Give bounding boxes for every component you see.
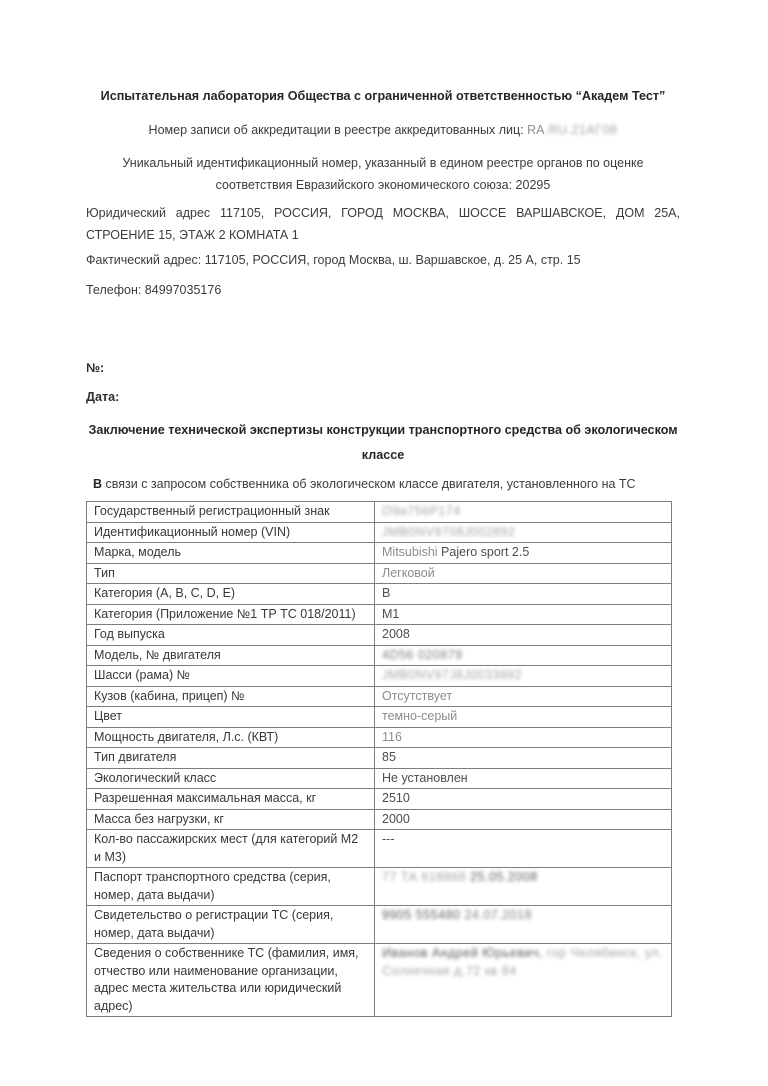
redacted-value: 4D56 020879 [382,647,463,662]
table-row-unladen-mass [87,809,672,830]
row-label: Разрешенная максимальная масса, кг [87,789,375,810]
unique-id-line1: Уникальный идентификационный номер, указанный в едином реестре органов по оценке [122,156,644,170]
row-value [375,584,672,605]
table-row-power [87,727,672,748]
row-value [375,666,672,687]
redacted-value: JMB0NV97J8J0033892 [382,668,523,682]
row-label: Свидетельство о регистрации ТС (серия, номер, дата выдачи) [87,906,375,944]
table-row-registration-cert [87,906,672,944]
row-value [375,789,672,810]
value: М1 [382,606,400,621]
row-value [375,748,672,769]
row-value [375,502,672,523]
value: 2000 [382,811,410,826]
value: Отсутствует [382,688,453,703]
table-row-vin [87,522,672,543]
redacted-value: JMB0NV9708J002892 [382,524,516,539]
row-value [375,830,672,868]
row-label: Кузов (кабина, прицеп) № [87,686,375,707]
intro-paragraph [86,476,680,492]
redacted-value: Иванов Андрей Юрьевич, [382,946,543,960]
row-label: Шасси (рама) № [87,666,375,687]
table-row-color [87,707,672,728]
value: --- [382,832,395,846]
row-value [375,809,672,830]
row-value [375,645,672,666]
table-row-passenger-seats [87,830,672,868]
table-row-engine-number [87,645,672,666]
value-part: Mitsubishi [382,545,442,559]
row-value [375,563,672,584]
table-row-body [87,686,672,707]
table-row-reg-plate [87,502,672,523]
table-row-max-mass [87,789,672,810]
value: В [382,586,391,600]
table-row-make-model [87,543,672,564]
legal-address-line1: Юридический адрес 117105, РОССИЯ, ГОРОД МОСКВА, ШОССЕ ВАРШАВСКОЕ, ДОМ 25А, [86,206,680,220]
legal-address-line2: СТРОЕНИЕ 15, ЭТАЖ 2 КОМНАТА 1 [86,228,299,242]
document-date-label: Дата: [86,390,120,404]
table-row-chassis [87,666,672,687]
row-label: Паспорт транспортного средства (серия, номер, дата выдачи) [87,868,375,906]
row-label: Тип двигателя [87,748,375,769]
row-label: Год выпуска [87,625,375,646]
accreditation-line [86,122,680,138]
table-row-owner-info [87,944,672,1017]
redacted-value: 25.05.2008 [470,870,538,884]
value: 2510 [382,791,410,805]
row-value [375,944,672,1017]
redacted-value: 9905 555480 [382,908,465,922]
value: Не установлен [382,770,468,785]
table-row-type [87,563,672,584]
accreditation-label: Номер записи об аккредитации в реестре аккредитованных лиц: [148,123,528,137]
row-label: Государственный регистрационный знак [87,502,375,523]
accreditation-number-redacted: .RU.21АГ08 [544,123,618,137]
document-number-label: №: [86,361,105,375]
table-row-eco-class [87,768,672,789]
redacted-value: 77 ТА 618868 [382,870,471,884]
table-row-category-tr-ts [87,604,672,625]
row-label: Марка, модель [87,543,375,564]
row-label: Сведения о собственнике ТС (фамилия, имя, отчество или наименование организации, адрес места жительства или юридический адрес) [87,944,375,1017]
redacted-value: 24.07.2018 [464,908,533,922]
document-title [86,418,680,468]
legal-address-paragraph [86,202,680,246]
vehicle-details-table [86,501,672,1017]
actual-address: Фактический адрес: 117105, РОССИЯ, город Москва, ш. Варшавское, д. 25 А, стр. 15 [86,253,581,267]
row-label: Категория (A, B, C, D, E) [87,584,375,605]
row-value [375,604,672,625]
intro-bold-letter: В [93,477,103,491]
document-title-line2: классе [361,448,405,462]
document-title-line1: Заключение технической экспертизы конструкции транспортного средства об экологическом [88,423,678,437]
row-label: Экологический класс [87,768,375,789]
row-value [375,727,672,748]
row-value [375,906,672,944]
row-label: Тип [87,563,375,584]
value-part: Pajero sport 2.5 [441,545,530,559]
row-label: Цвет [87,707,375,728]
value: темно-серый [382,709,458,723]
value: Легковой [382,565,435,580]
accreditation-number-visible: RA [527,123,545,137]
row-value [375,543,672,564]
row-label: Мощность двигателя, Л.с. (КВТ) [87,727,375,748]
row-value [375,522,672,543]
value: 2008 [382,627,410,641]
redacted-value: Солнечная д.72 кв 84 [382,963,517,978]
row-value [375,868,672,906]
intro-text: связи с запросом собственника об экологическом классе двигателя, установленного на ТС [102,477,636,491]
row-label: Кол-во пассажирских мест (для категорий М2 и М3) [87,830,375,868]
table-row-engine-type [87,748,672,769]
unique-id-paragraph [86,152,680,196]
table-row-vehicle-passport [87,868,672,906]
redacted-value: О9а756Р174 [382,504,461,518]
table-row-category [87,584,672,605]
row-value [375,768,672,789]
row-value [375,707,672,728]
row-label: Идентификационный номер (VIN) [87,522,375,543]
phone-line: Телефон: 84997035176 [86,283,222,297]
row-label: Категория (Приложение №1 ТР ТС 018/2011) [87,604,375,625]
row-value [375,686,672,707]
value: 116 [382,729,402,744]
row-label: Масса без нагрузки, кг [87,809,375,830]
redacted-value: гор Челябинск, ул. [542,946,663,960]
lab-title: Испытательная лаборатория Общества с ограниченной ответственностью “Академ Тест” [100,89,666,103]
table-row-year [87,625,672,646]
unique-id-line2: соответствия Евразийского экономического союза: 20295 [215,178,551,192]
row-label: Модель, № двигателя [87,645,375,666]
value: 85 [382,750,396,764]
row-value [375,625,672,646]
